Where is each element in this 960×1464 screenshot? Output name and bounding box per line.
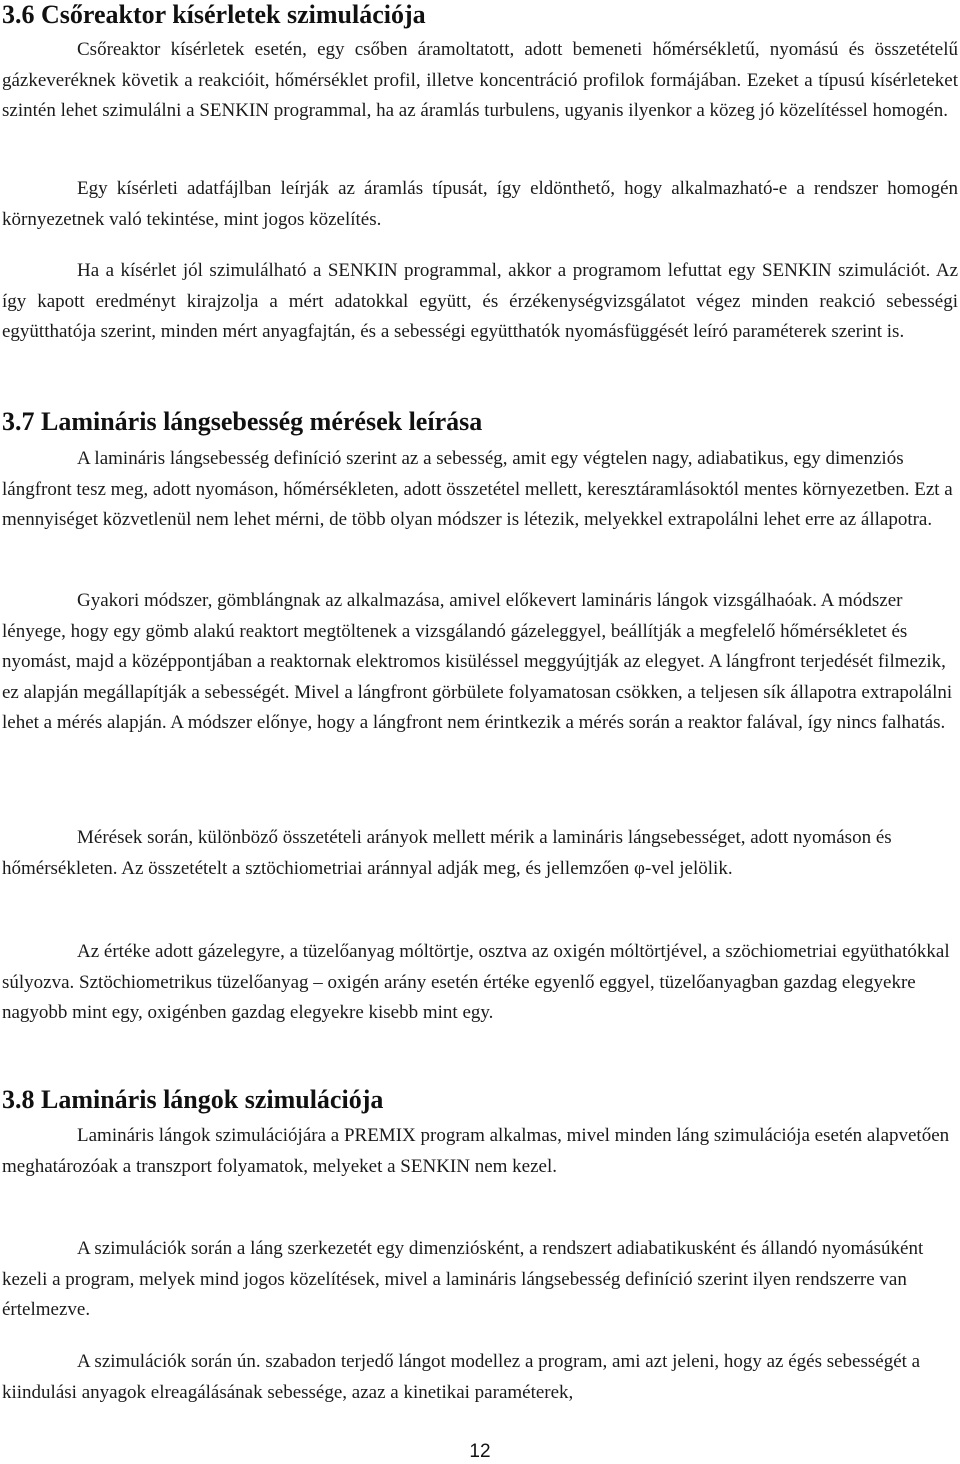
paragraph-3-8-premix: Lamináris lángok szimulációjára a PREMIX program alkalmas, mivel minden láng szimulációja esetén alapvetően meghatározóak a transzport folyamatok, melyeket a SENKIN nem kezel.: [2, 1125, 950, 1177]
paragraph-3-6-intro: Csőreaktor kísérletek esetén, egy csőben áramoltatott, adott bemeneti hőmérsékletű, nyomású és összetételű gázkeveréknek követik a reakcióit, hőmérséklet profil, illetve koncentráció profilok formájában. Ezeket a típusú kísérleteket szintén lehet szimulálni a SENKIN programmal, ha az áramlás turbulens, ugyanis ilyenkor a közeg jó közelítéssel homogén.: [2, 39, 958, 121]
paragraph-3-7-method: Gyakori módszer, gömblángnak az alkalmazása, amivel előkevert lamináris lángok vizsgálhaóak. A módszer lényege, hogy egy gömb alakú reaktort megtöltenek a vizsgálandó gázeleggyel, beállítják a megfelelő hőmérsékletet és nyomást, majd a középpontjában a reaktornak elektromos kisüléssel meggyújtják az elegyet. A lángfront terjedését filmezik, ez alapján megállapítják a sebességét. Mivel a lángfront görbülete folyamatosan csökken, a teljesen sík állapotra extrapolálni lehet a mérés alapján. A módszer előnye, hogy a lángfront nem érintkezik a mérés során a reaktor falával, így nincs falhatás.: [2, 590, 953, 733]
paragraph-3-7-definition: A lamináris lángsebesség definíció szerint az a sebesség, amit egy végtelen nagy, adiabatikus, egy dimenziós lángfront tesz meg, adott nyomáson, hőmérsékleten, adott összetétel mellett, keresztáramlásoktól mentes környezetben. Ezt a mennyiséget közvetlenül nem lehet mérni, de több olyan módszer is létezik, melyekkel extrapolálni lehet erre az állapotra.: [2, 448, 953, 530]
paragraph-3-8-structure: A szimulációk során a láng szerkezetét egy dimenziósként, a rendszert adiabatikusként és állandó nyomásúként kezeli a program, melyek mind jogos közelítések, mivel a lamináris lángsebesség definíció szerint ilyen rendszerre van értelmezve.: [2, 1238, 924, 1320]
paragraph-3-7-equivalence-ratio: Az értéke adott gázelegyre, a tüzelőanyag móltörtje, osztva az oxigén móltörtjével, a szöchiometriai együthatókkal súlyozva. Sztöchiometrikus tüzelőanyag – oxigén arány esetén értéke egyenlő eggyel, tüzelőanyagban gazdag elegyekre nagyobb mint egy, oxigénben gazdag elegyekre kisebb mint egy.: [2, 941, 950, 1023]
paragraph-3-6-flow-type: Egy kísérleti adatfájlban leírják az áramlás típusát, így eldönthető, hogy alkalmazható-e a rendszer homogén környezetnek való tekintése, mint jogos közelítés.: [2, 178, 958, 230]
section-heading-3-6: 3.6 Csőreaktor kísérletek szimulációja: [2, 0, 426, 29]
section-heading-3-8: 3.8 Lamináris lángok szimulációja: [2, 1085, 384, 1114]
paragraph-3-6-simulation: Ha a kísérlet jól szimulálható a SENKIN programmal, akkor a programom lefuttat egy SENKIN szimulációt. Az így kapott eredményt kirajzolja a mért adatokkal együtt, és érzékenységvizsgálatot végez minden reakció sebességi együtthatója szerint, minden mért anyagfajtán, és a sebességi együtthatók nyomásfüggését leíró paraméterek szerint is.: [2, 260, 958, 342]
page-number: 12: [469, 1441, 491, 1462]
paragraph-3-8-free-flame: A szimulációk során ún. szabadon terjedő lángot modellez a program, ami azt jeleni, hogy az égés sebességét a kiindulási anyagok elreagálásának sebessége, azaz a kinetikai paraméterek,: [2, 1351, 921, 1403]
paragraph-3-7-measurements: Mérések során, különböző összetételi arányok mellett mérik a lamináris lángsebességet, adott nyomáson és hőmérsékleten. Az összetételt a sztöchiometriai aránnyal adják meg, és jellemzően φ-vel jelölik.: [2, 827, 892, 879]
section-heading-3-7: 3.7 Lamináris lángsebesség mérések leírása: [2, 407, 483, 436]
